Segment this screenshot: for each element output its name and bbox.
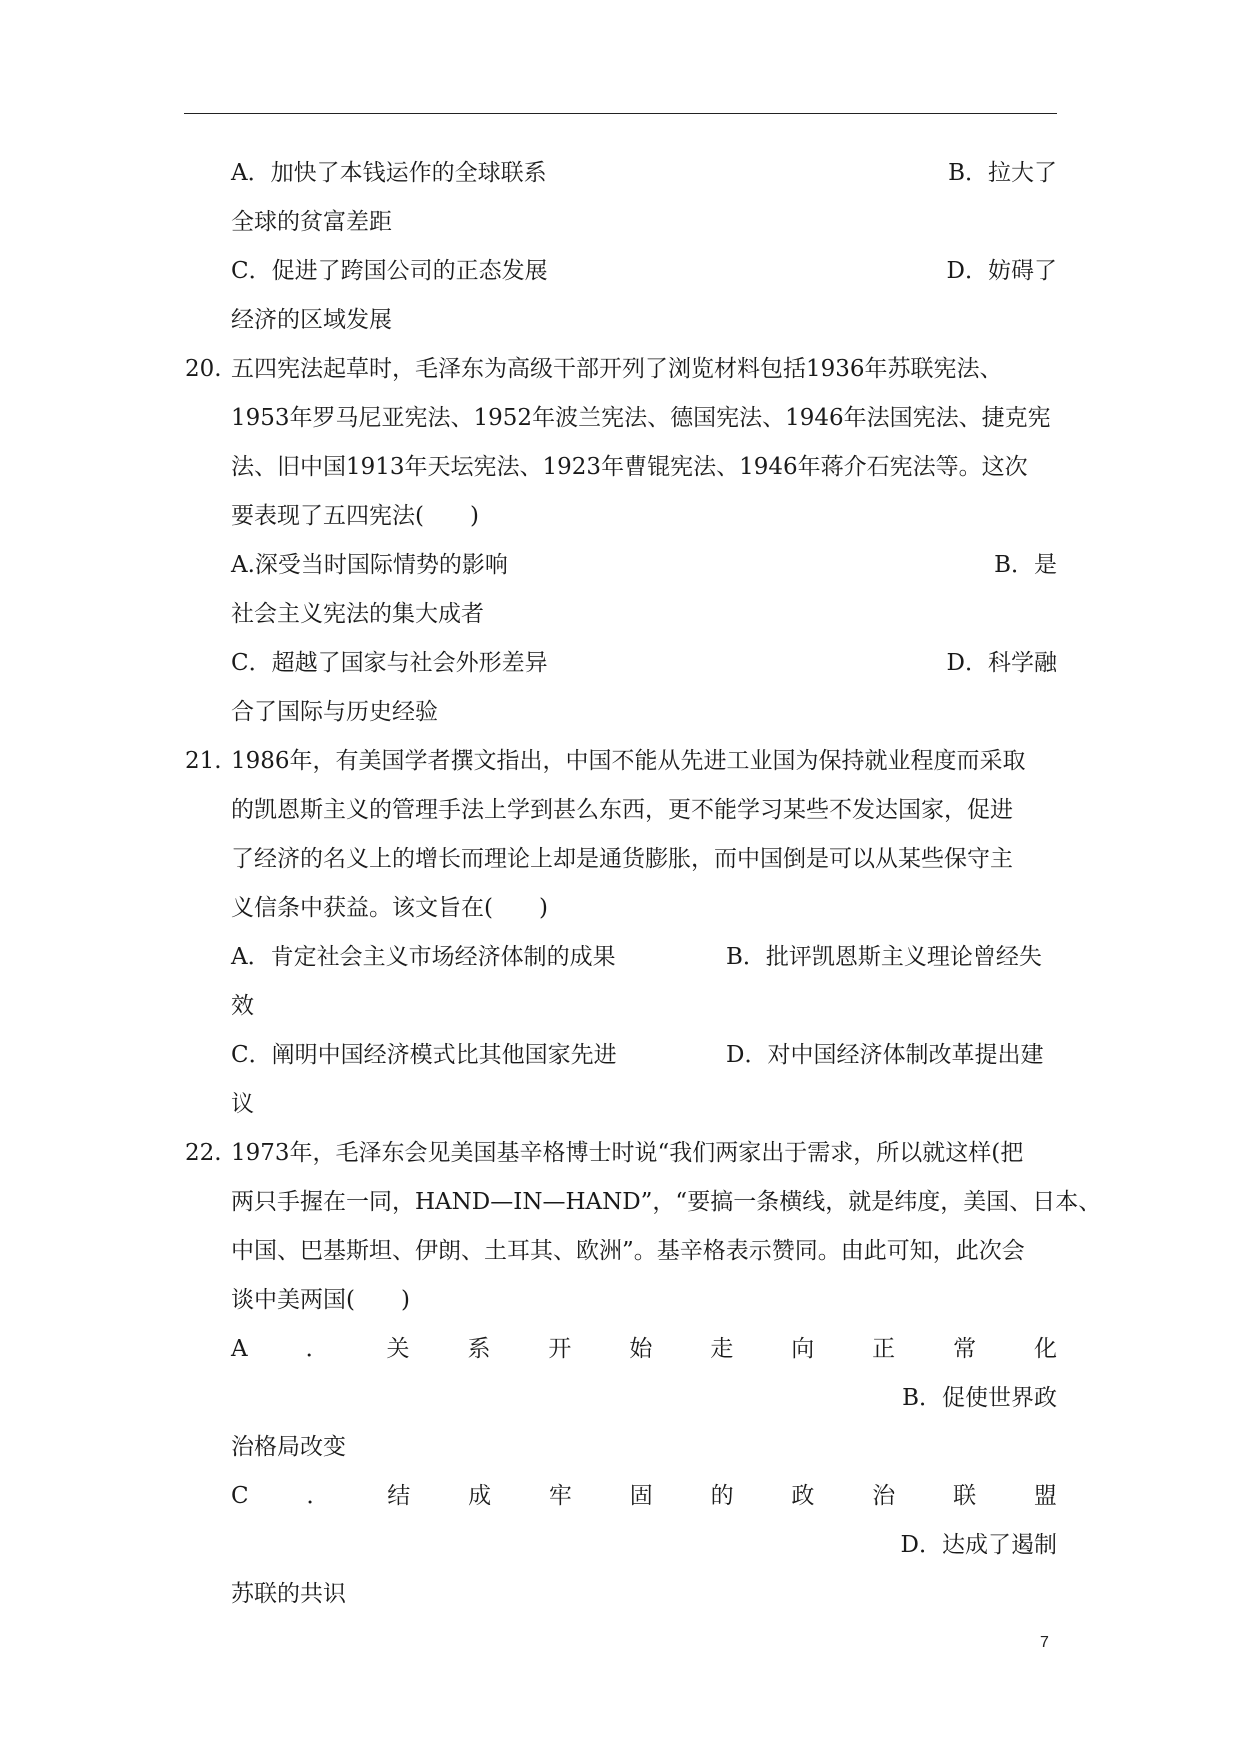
q22-option-d: D．达成了遏制 [900, 1532, 1057, 1558]
q22-option-a-char: 始 [629, 1336, 653, 1362]
header-rule [184, 113, 1057, 114]
q20-option-c: C．超越了国家与社会外形差异 [231, 650, 548, 676]
q22-option-c-char: ． [306, 1483, 330, 1509]
q20-stem-line4: 要表现了五四宪法( ) [231, 503, 479, 529]
q19-option-b: B．拉大了 [948, 160, 1057, 186]
page-number: 7 [1040, 1634, 1049, 1651]
q22-stem-line4: 谈中美两国( ) [231, 1287, 410, 1313]
q22-option-c-char: 结 [387, 1483, 411, 1509]
q22-option-a-char: 走 [710, 1336, 734, 1362]
q21-option-d-cont: 议 [231, 1091, 254, 1117]
q20-option-a: A.深受当时国际情势的影响 [231, 552, 508, 578]
q22-stem-line1: 1973年，毛泽东会见美国基辛格博士时说“我们两家出于需求，所以就这样(把 [231, 1140, 1024, 1166]
q22-option-c [231, 1481, 1057, 1511]
q21-option-b: B．批评凯恩斯主义理论曾经失 [726, 944, 1042, 970]
q22-stem-line2: 两只手握在一同，HAND—IN—HAND”，“要搞一条横线，就是纬度，美国、日本、 [231, 1189, 1102, 1215]
q22-option-a-char: 化 [1034, 1336, 1057, 1362]
q22-stem-line3: 中国、巴基斯坦、伊朗、土耳其、欧洲”。基辛格表示赞同。由此可知，此次会 [231, 1238, 1025, 1264]
q22-option-a-char: 常 [953, 1336, 977, 1362]
q20-option-b: B．是 [994, 552, 1057, 578]
q22-option-c-char: 政 [791, 1483, 815, 1509]
q22-option-c-char: C [231, 1483, 249, 1509]
q21-option-b-cont: 效 [231, 993, 254, 1019]
q19-option-d: D．妨碍了 [946, 258, 1057, 284]
q19-option-b-cont: 全球的贫富差距 [231, 209, 392, 235]
q22-option-c-char: 联 [953, 1483, 977, 1509]
q21-stem-line1: 1986年，有美国学者撰文指出，中国不能从先进工业国为保持就业程度而采取 [231, 748, 1026, 774]
q22-option-c-char: 牢 [548, 1483, 572, 1509]
q22-option-b-cont: 治格局改变 [231, 1434, 346, 1460]
q21-number: 21. [185, 748, 222, 774]
q22-option-a [231, 1334, 1057, 1364]
q20-stem-line1: 五四宪法起草时，毛泽东为高级干部开列了浏览材料包括1936年苏联宪法、 [231, 356, 1003, 382]
q22-option-d-cont: 苏联的共识 [231, 1581, 346, 1607]
q19-option-d-cont: 经济的区域发展 [231, 307, 392, 333]
q22-option-a-char: 关 [386, 1336, 410, 1362]
q20-option-b-cont: 社会主义宪法的集大成者 [231, 601, 484, 627]
q21-option-a: A．肯定社会主义市场经济体制的成果 [231, 944, 616, 970]
q22-option-c-char: 的 [710, 1483, 734, 1509]
q20-option-d: D．科学融 [946, 650, 1057, 676]
q20-number: 20. [185, 356, 222, 382]
q22-option-a-char: ． [305, 1336, 329, 1362]
q22-option-a-char: 向 [791, 1336, 815, 1362]
q22-option-c-char: 治 [872, 1483, 896, 1509]
q20-option-d-cont: 合了国际与历史经验 [231, 699, 438, 725]
q21-stem-line4: 义信条中获益。该文旨在( ) [231, 895, 548, 921]
q20-stem-line3: 法、旧中国1913年天坛宪法、1923年曹锟宪法、1946年蒋介石宪法等。这次 [231, 454, 1028, 480]
q22-option-a-char: 正 [872, 1336, 896, 1362]
q22-option-b: B．促使世界政 [902, 1385, 1057, 1411]
q22-number: 22. [185, 1140, 222, 1166]
q22-option-a-char: 开 [548, 1336, 572, 1362]
q22-option-c-char: 盟 [1033, 1483, 1057, 1509]
q22-option-c-char: 成 [468, 1483, 492, 1509]
q19-option-c: C．促进了跨国公司的正态发展 [231, 258, 548, 284]
q21-option-c: C．阐明中国经济模式比其他国家先进 [231, 1042, 617, 1068]
q22-option-a-char: 系 [467, 1336, 491, 1362]
q21-stem-line2: 的凯恩斯主义的管理手法上学到甚么东西，更不能学习某些不发达国家，促进 [231, 797, 1013, 823]
q21-option-d: D．对中国经济体制改革提出建 [726, 1042, 1044, 1068]
q22-option-a-char: A [231, 1336, 248, 1362]
q20-stem-line2: 1953年罗马尼亚宪法、1952年波兰宪法、德国宪法、1946年法国宪法、捷克宪 [231, 405, 1051, 431]
q21-stem-line3: 了经济的名义上的增长而理论上却是通货膨胀，而中国倒是可以从某些保守主 [231, 846, 1013, 872]
q19-option-a: A．加快了本钱运作的全球联系 [231, 160, 547, 186]
q22-option-c-char: 固 [629, 1483, 653, 1509]
